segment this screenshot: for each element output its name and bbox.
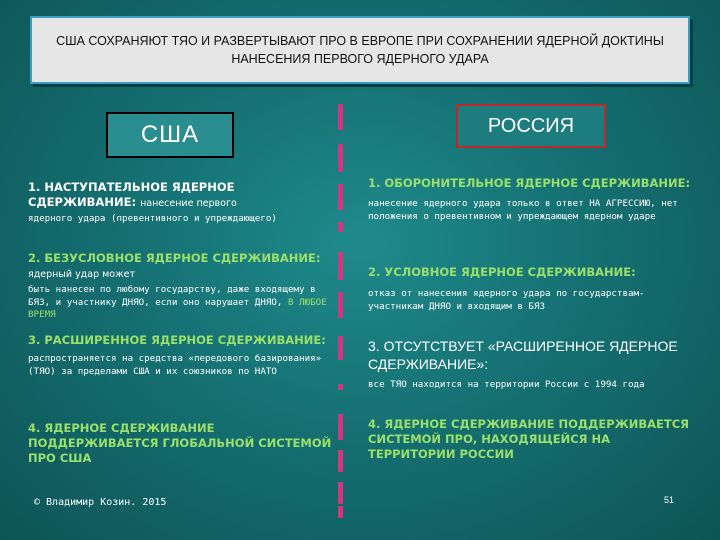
russia-p3-head: 3. ОТСУТСТВУЕТ «РАСШИРЕННОЕ ЯДЕРНОЕ СДЕРЖИВАНИЕ»: (368, 338, 678, 372)
usa-p2-head: 2. БЕЗУСЛОВНОЕ ЯДЕРНОЕ СДЕРЖИВАНИЕ: (28, 251, 321, 265)
usa-point-1 (28, 180, 338, 226)
usa-p1-head: 1. НАСТУПАТЕЛЬНОЕ ЯДЕРНОЕ СДЕРЖИВАНИЕ: (28, 180, 235, 209)
usa-p1-body: ядерного удара (превентивного и упреждающего) (28, 213, 277, 224)
slide-title: США СОХРАНЯЮТ ТЯО И РАЗВЕРТЫВАЮТ ПРО В ЕВРОПЕ ПРИ СОХРАНЕНИИ ЯДЕРНОЙ ДОКТИНЫ НАНЕСЕНИЯ ПЕРВОГО ЯДЕРНОГО УДАРА (30, 16, 690, 84)
russia-p4-head: 4. ЯДЕРНОЕ СДЕРЖИВАНИЕ ПОДДЕРЖИВАЕТСЯ СИСТЕМОЙ ПРО, НАХОДЯЩЕЙСЯ НА ТЕРРИТОРИИ РОССИИ (368, 417, 689, 461)
russia-point-2 (368, 265, 698, 313)
russia-point-4 (368, 417, 698, 462)
usa-point-4 (28, 421, 338, 466)
russia-p1-body: нанесение ядерного удара только в ответ НА АГРЕССИЮ, нет положения о превентивном и упреждающем ядерном ударе (368, 198, 678, 222)
usa-p4-head: 4. ЯДЕРНОЕ СДЕРЖИВАНИЕ ПОДДЕРЖИВАЕТСЯ ГЛОБАЛЬНОЙ СИСТЕМОЙ ПРО США (28, 421, 332, 465)
page-number: 51 (664, 495, 675, 505)
usa-p2-body: быть нанесен по любому государству, даже входящему в БЯЗ, и участнику ДНЯО, если оно нарушает ДНЯО, (28, 284, 316, 308)
usa-p2-inline: ядерный удар может (28, 269, 136, 280)
usa-point-3 (28, 333, 338, 378)
usa-p1-inline: нанесение первого (140, 198, 237, 209)
usa-p3-head: 3. РАСШИРЕННОЕ ЯДЕРНОЕ СДЕРЖИВАНИЕ: (28, 333, 326, 347)
usa-header: США (106, 112, 234, 158)
copyright-footer: © Владимир Козин. 2015 (34, 497, 167, 508)
russia-p2-body: отказ от нанесения ядерного удара по государствам-участникам ДНЯО и входящим в БЯЗ (368, 288, 645, 312)
russia-p1-head: 1. ОБОРОНИТЕЛЬНОЕ ЯДЕРНОЕ СДЕРЖИВАНИЕ: (368, 176, 691, 190)
usa-point-2 (28, 251, 338, 322)
russia-p3-body: все ТЯО находится на территории России с 1994 года (368, 379, 645, 390)
usa-p3-body: распространяется на средства «передового базирования» (ТЯО) за пределами США и их союзников по НАТО (28, 353, 322, 377)
russia-header: РОССИЯ (456, 104, 606, 148)
russia-point-1 (368, 176, 698, 223)
usa-p2-highlight: В ЛЮБОЕ ВРЕМЯ (28, 296, 327, 320)
russia-p2-head: 2. УСЛОВНОЕ ЯДЕРНОЕ СДЕРЖИВАНИЕ: (368, 265, 636, 279)
russia-point-3 (368, 337, 698, 392)
